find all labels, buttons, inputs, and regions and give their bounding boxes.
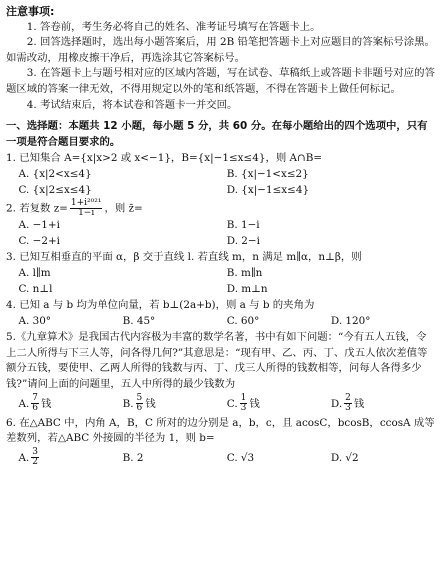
question-4-option-d: D. 120° bbox=[330, 314, 371, 327]
question-3-option-c: C. n⊥l bbox=[18, 282, 53, 295]
question-4-stem: 4. 已知 a 与 b 均为单位向量，若 b⊥(2a+b)，则 a 与 b 的夹角为 bbox=[6, 299, 315, 312]
question-5-option-d-label: D. bbox=[330, 397, 343, 410]
question-2-option-c: C. −2+i bbox=[18, 234, 61, 247]
question-5-option-b-den: 6 bbox=[136, 403, 143, 414]
notice-item-1: 1. 答卷前，考生务必将自己的姓名、准考证号填写在答题卡上。 bbox=[26, 20, 321, 33]
question-4-option-b: B. 45° bbox=[122, 314, 156, 327]
question-2-stem-post: ，则 z̄= bbox=[104, 202, 143, 215]
question-5-option-a bbox=[18, 393, 122, 415]
notice-item-4: 4. 考试结束后，将本试卷和答题卡一并交回。 bbox=[26, 98, 238, 111]
question-5-option-b-unit: 钱 bbox=[145, 397, 156, 410]
question-5-option-d-unit: 钱 bbox=[353, 397, 365, 410]
question-2-numerator: 1+i²⁰²¹ bbox=[70, 198, 102, 209]
question-6 bbox=[6, 416, 435, 469]
notice-item-2: 2. 回答选择题时，选出每小题答案后，用 2B 铅笔把答题卡上对应题目的答案标号涂黑。如需改动，用橡皮擦干净后，再选涂其它答案标号。 bbox=[6, 36, 435, 64]
section-title: 一、选择题：本题共 12 小题，每小题 5 分，共 60 分。在每小题给出的四个选项中，只有一项是符合题目要求的。 bbox=[6, 120, 428, 148]
question-3-stem: 3. 已知互相垂直的平面 α，β 交于直线 l. 若直线 m，n 满足 m∥α，n⊥β，则 bbox=[6, 251, 362, 264]
question-3-option-d: D. m⊥n bbox=[226, 282, 268, 295]
question-2-option-b: B. 1−i bbox=[226, 219, 260, 232]
question-5-option-b-fraction bbox=[136, 394, 144, 413]
question-6-option-a bbox=[18, 447, 122, 469]
question-5-option-d-den: 3 bbox=[345, 403, 351, 414]
question-6-option-a-fraction bbox=[31, 448, 39, 467]
question-6-stem: 6. 在△ABC 中，内角 A，B，C 所对的边分别是 a，b，c，且 acosC，bcosB，ccosA 成等差数列，若△ABC 外接圆的半径为 1，则 b= bbox=[6, 416, 435, 445]
question-2-stem-pre: 2. 若复数 z= bbox=[6, 202, 68, 215]
question-6-option-d: D. √2 bbox=[330, 451, 359, 464]
question-3-option-a: A. l∥m bbox=[18, 266, 51, 279]
question-1-option-b: B. {x|−1<x≤2} bbox=[226, 167, 309, 180]
question-6-option-a-num: 3 bbox=[32, 447, 39, 458]
question-1-option-d: D. {x|−1≤x≤4} bbox=[226, 183, 310, 196]
question-6-option-c: C. √3 bbox=[226, 451, 255, 464]
question-4 bbox=[6, 298, 435, 329]
question-3 bbox=[6, 250, 435, 297]
question-3-option-b: B. m∥n bbox=[226, 266, 263, 279]
notice-item-3: 3. 在答题卡上与题号相对应的区域内答题，写在试卷、草稿纸上或答题卡非题号对应的答题区域的答案一律无效，不得用规定以外的笔和纸答题，不得在答题卡上做任何标记。 bbox=[6, 67, 435, 95]
question-5-option-d-num: 2 bbox=[345, 393, 351, 404]
section-choice bbox=[6, 119, 435, 469]
question-6-option-b: B. 2 bbox=[122, 451, 144, 464]
question-6-option-a-den: 2 bbox=[32, 457, 39, 468]
question-4-option-a: A. 30° bbox=[18, 314, 51, 327]
question-2-option-d: D. 2−i bbox=[226, 234, 260, 247]
question-5-option-b bbox=[123, 393, 227, 415]
question-2-fraction bbox=[70, 199, 103, 218]
question-5-option-a-num: 7 bbox=[32, 393, 39, 404]
question-5-option-c-num: 1 bbox=[240, 393, 247, 404]
notice-title: 注意事项: bbox=[6, 5, 55, 18]
question-6-option-a-label: A. bbox=[18, 451, 30, 464]
question-1-option-c: C. {x|2≤x≤4} bbox=[18, 183, 92, 196]
question-2-stem bbox=[6, 199, 435, 218]
question-5-option-a-unit: 钱 bbox=[41, 397, 52, 410]
question-1-option-a: A. {x|2<x≤4} bbox=[18, 167, 92, 180]
question-2-denominator: 1−i bbox=[78, 208, 95, 219]
question-5-option-c-unit: 钱 bbox=[249, 397, 260, 410]
question-5-option-d-fraction bbox=[344, 394, 352, 413]
question-5 bbox=[6, 330, 435, 414]
question-5-option-d bbox=[331, 393, 435, 415]
question-5-option-c-label: C. bbox=[226, 397, 238, 410]
question-5-option-c-fraction bbox=[240, 394, 248, 413]
question-2-option-a: A. −1+i bbox=[18, 219, 60, 232]
question-5-option-a-fraction bbox=[31, 394, 39, 413]
question-1 bbox=[6, 151, 435, 198]
question-5-stem: 5.《九章算术》是我国古代内容极为丰富的数学名著，书中有如下问题：“今有五人五钱，令上二人所得与下三人等，问各得几何?”其意思是：“现有甲、乙、丙、丁、戊五人依次差值等额分五钱，要使甲、乙两人所得的钱数与丙、丁、戊三人所得的钱数相等，问每人各得多少钱?”请问上面的问题里，五人中所得的最少钱数为 bbox=[6, 331, 428, 391]
question-5-option-b-label: B. bbox=[122, 397, 134, 410]
question-1-stem: 1. 已知集合 A={x|x>2 或 x<−1}，B={x|−1≤x≤4}，则 A∩B= bbox=[6, 152, 323, 165]
question-5-option-b-num: 5 bbox=[136, 393, 143, 404]
question-5-option-c bbox=[227, 393, 331, 415]
question-5-option-a-den: 6 bbox=[32, 403, 39, 414]
question-4-option-c: C. 60° bbox=[226, 314, 260, 327]
question-5-option-a-label: A. bbox=[18, 397, 30, 410]
question-2 bbox=[6, 199, 435, 249]
question-5-option-c-den: 3 bbox=[240, 403, 247, 414]
